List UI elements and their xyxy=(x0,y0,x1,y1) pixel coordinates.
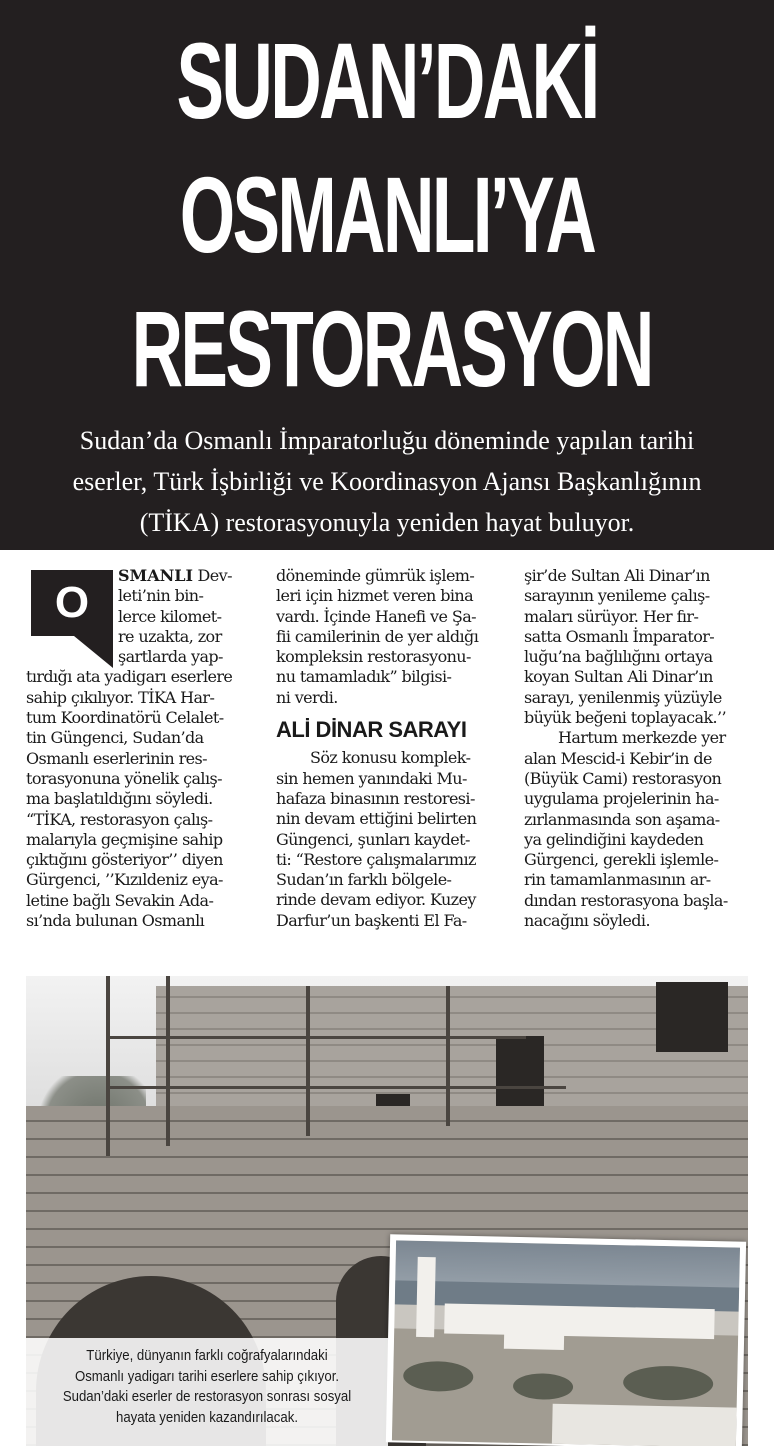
text-fragment: Dev- xyxy=(193,566,232,585)
text-line: ti: “Restore çalışmalarımız xyxy=(276,849,476,869)
inset-minaret xyxy=(416,1257,436,1337)
inset-building xyxy=(444,1303,715,1339)
section-subtitle: ALİ DİNAR SARAYI xyxy=(276,717,467,743)
photo-scaffold-beam xyxy=(106,1036,526,1039)
text-line: Gürgenci, gerekli işlemle- xyxy=(524,850,719,870)
text-line: sahip çıkılıyor. TİKA Har- xyxy=(26,687,215,707)
text-line: satta Osmanlı İmparator- xyxy=(524,626,715,646)
article-column-3 xyxy=(524,566,759,931)
photo-scaffold-pole xyxy=(106,976,110,1156)
caption-line: hayata yeniden kazandırılacak. xyxy=(116,1408,298,1426)
text-line: ma başlatıldığını söyledi. xyxy=(26,789,213,809)
text-line: çıktığını gösteriyor’’ diyen xyxy=(26,850,223,870)
text-line: Gürgenci, ’’Kızıldeniz eya- xyxy=(26,870,223,890)
text-line: Söz konusu komplek- xyxy=(310,748,471,768)
text-line: rin tamamlanmasının ar- xyxy=(524,870,711,890)
paragraph xyxy=(276,566,510,708)
text-line: sarayı, yenilenmiş yüzüyle xyxy=(524,687,722,707)
text-line: uygulama projelerinin ha- xyxy=(524,789,719,809)
inset-photo-frame xyxy=(386,1234,746,1446)
text-line: tin Güngenci, Sudan’da xyxy=(26,728,204,748)
lead-word: SMANLI xyxy=(118,566,194,585)
photo-scaffold-beam xyxy=(106,1086,566,1089)
text-line: zırlanmasında son aşama- xyxy=(524,809,720,829)
photo-scaffold-pole xyxy=(446,986,450,1126)
text-line: (Büyük Cami) restorasyon xyxy=(524,768,722,788)
text-line xyxy=(26,566,261,586)
subheadline xyxy=(14,420,760,543)
text-line: nu tamamladık” bilgisi- xyxy=(276,667,452,687)
text-line: alan Mescid-i Kebir’in de xyxy=(524,748,712,768)
article-column-1 xyxy=(26,566,261,931)
text-line: rinde devam ediyor. Kuzey xyxy=(276,890,476,910)
text-line: ya gelindiğini kaydeden xyxy=(524,829,704,849)
article-column-2 xyxy=(276,566,510,931)
paragraph xyxy=(524,566,759,931)
text-line: kompleksin restorasyonu- xyxy=(276,647,471,667)
photo-scaffold-pole xyxy=(166,976,170,1146)
text-line: Hartum merkezde yer xyxy=(558,728,726,748)
text-line: Güngenci, şunları kaydet- xyxy=(276,829,470,849)
photo-scaffold-pole xyxy=(306,986,310,1136)
photo-caption xyxy=(26,1338,388,1446)
headline-line: RESTORASYON xyxy=(131,288,652,409)
text-line: koyan Sultan Ali Dinar’ın xyxy=(524,667,713,687)
text-line: vardı. İçinde Hanefi ve Şa- xyxy=(276,606,476,626)
drop-cap: O xyxy=(31,570,113,636)
text-line: re uzakta, zor xyxy=(118,626,222,646)
text-line: leti’nin bin- xyxy=(118,586,204,606)
text-line: “TİKA, restorasyon çalış- xyxy=(26,809,213,829)
text-line: şir’de Sultan Ali Dinar’ın xyxy=(524,566,710,585)
headline xyxy=(131,14,652,416)
text-line: malarıyla geçmişine sahip xyxy=(26,829,223,849)
text-line: leri için hizmet veren bina xyxy=(276,586,474,606)
caption-line: Sudan’daki eserler de restorasyon sonrası sosyal xyxy=(62,1388,352,1406)
photo-window xyxy=(496,1036,544,1106)
text-line: tum Koordinatörü Celalet- xyxy=(26,708,224,728)
text-line: döneminde gümrük işlem- xyxy=(276,566,475,585)
inset-building xyxy=(504,1315,565,1350)
text-line: büyük beğeni toplayacak.’’ xyxy=(524,708,726,728)
text-line: sin hemen yanındaki Mu- xyxy=(276,768,467,788)
inset-building xyxy=(552,1404,737,1446)
caption-line: Türkiye, dünyanın farklı coğrafyalarındaki xyxy=(86,1347,328,1364)
paragraph xyxy=(276,748,510,931)
text-line: dından restorasyona başla- xyxy=(524,890,728,910)
headline-line: SUDAN’DAKİ xyxy=(176,20,598,141)
restoration-photo xyxy=(26,976,748,1446)
subhead-line: (TİKA) restorasyonuyla yeniden hayat buluyor. xyxy=(139,508,635,537)
text-line: sarayının yenileme çalış- xyxy=(524,586,710,606)
text-line: sı’nda bulunan Osmanlı xyxy=(26,911,205,931)
caption-line: Osmanlı yadigarı tarihi eserlere sahip çıkıyor. xyxy=(74,1367,340,1385)
text-line: Sudan’ın farklı bölgele- xyxy=(276,870,452,890)
text-line: Darfur’un başkenti El Fa- xyxy=(276,910,467,930)
headline-banner xyxy=(0,0,774,550)
text-line: maları sürüyor. Her fır- xyxy=(524,606,699,626)
text-line: lerce kilomet- xyxy=(118,606,222,626)
text-line: hafaza binasının restoresi- xyxy=(276,788,475,808)
paragraph xyxy=(26,566,261,931)
headline-line: OSMANLI’YA xyxy=(179,154,595,275)
text-line: nacağını söyledi. xyxy=(524,911,650,931)
subhead-line: Sudan’da Osmanlı İmparatorluğu döneminde yapılan tarihi xyxy=(79,426,695,455)
subhead-line: eserler, Türk İşbirliği ve Koordinasyon Ajansı Başkanlığının xyxy=(72,467,702,496)
photo-window xyxy=(656,982,728,1052)
text-line: nin devam ettiğini belirten xyxy=(276,809,477,829)
text-line: şartlarda yap- xyxy=(118,647,223,667)
text-line: tırdığı ata yadigarı eserlere xyxy=(26,667,233,687)
text-line: letine bağlı Sevakin Ada- xyxy=(26,890,214,910)
text-line: torasyonuna yönelik çalış- xyxy=(26,768,222,788)
text-line: fii camilerinin de yer aldığı xyxy=(276,626,479,646)
text-line: luğu’na bağlılığını ortaya xyxy=(524,647,713,667)
text-line: ni verdi. xyxy=(276,687,338,707)
inset-photo xyxy=(392,1240,740,1446)
text-line: Osmanlı eserlerinin res- xyxy=(26,748,207,768)
